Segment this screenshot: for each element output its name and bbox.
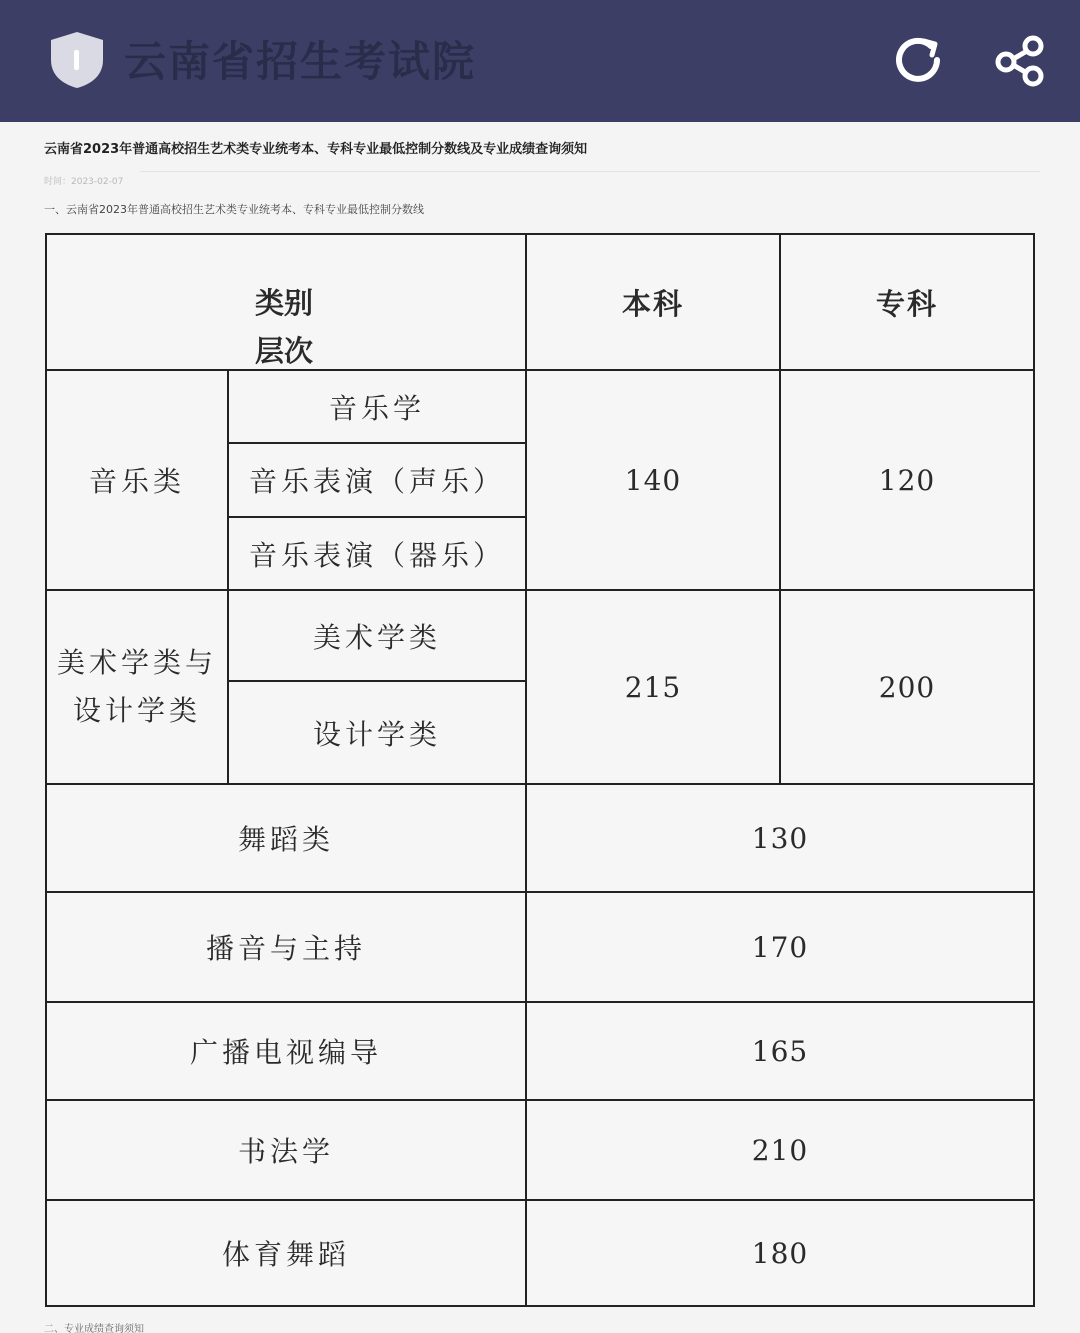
major-cell: 美术学类 — [312, 620, 441, 654]
article-date: 时间：2023-02-07 — [44, 177, 124, 187]
score-music-zhuanke: 120 — [878, 463, 936, 497]
category-cell: 体育舞蹈 — [221, 1238, 350, 1271]
share-icon — [992, 32, 1048, 92]
refresh-button[interactable] — [890, 34, 946, 90]
category-cell: 播音与主持 — [205, 932, 366, 965]
score-art-benke: 215 — [624, 670, 682, 704]
category-cell: 舞蹈类 — [237, 823, 334, 856]
score-cell: 180 — [751, 1236, 809, 1270]
score-cell: 165 — [751, 1034, 809, 1068]
major-cell: 音乐学 — [328, 391, 425, 425]
section-heading: 二、专业成绩查询须知 — [44, 1324, 144, 1333]
header-benke: 本科 — [621, 286, 684, 321]
corner-header — [255, 279, 365, 375]
header-zhuanke: 专科 — [875, 286, 938, 321]
shield-icon — [48, 30, 106, 90]
major-cell: 音乐表演（器乐） — [248, 538, 505, 572]
major-cell: 音乐表演（声乐） — [248, 465, 505, 498]
category-art-design: 美术学类与设计学类 — [56, 646, 217, 727]
refresh-icon — [891, 33, 945, 91]
share-button[interactable] — [992, 34, 1048, 90]
corner-category-label: 类别 — [255, 286, 314, 320]
score-music-benke: 140 — [624, 463, 682, 497]
divider — [140, 171, 1040, 172]
score-cell: 210 — [751, 1133, 809, 1167]
corner-level-label: 层次 — [255, 334, 314, 368]
category-cell: 广播电视编导 — [189, 1036, 382, 1069]
app-header — [0, 0, 1080, 122]
score-table — [45, 233, 1035, 1307]
category-music: 音乐类 — [88, 465, 185, 498]
score-art-zhuanke: 200 — [878, 670, 936, 704]
category-cell: 书法学 — [237, 1135, 334, 1168]
site-name: 云南省招生考试院 — [124, 37, 477, 86]
article-title: 云南省2023年普通高校招生艺术类专业统考本、专科专业最低控制分数线及专业成绩查询须知 — [44, 142, 588, 157]
section-heading: 一、云南省2023年普通高校招生艺术类专业统考本、专科专业最低控制分数线 — [44, 203, 424, 216]
score-cell: 170 — [751, 930, 809, 964]
major-cell: 设计学类 — [312, 717, 441, 751]
score-cell: 130 — [751, 821, 809, 855]
